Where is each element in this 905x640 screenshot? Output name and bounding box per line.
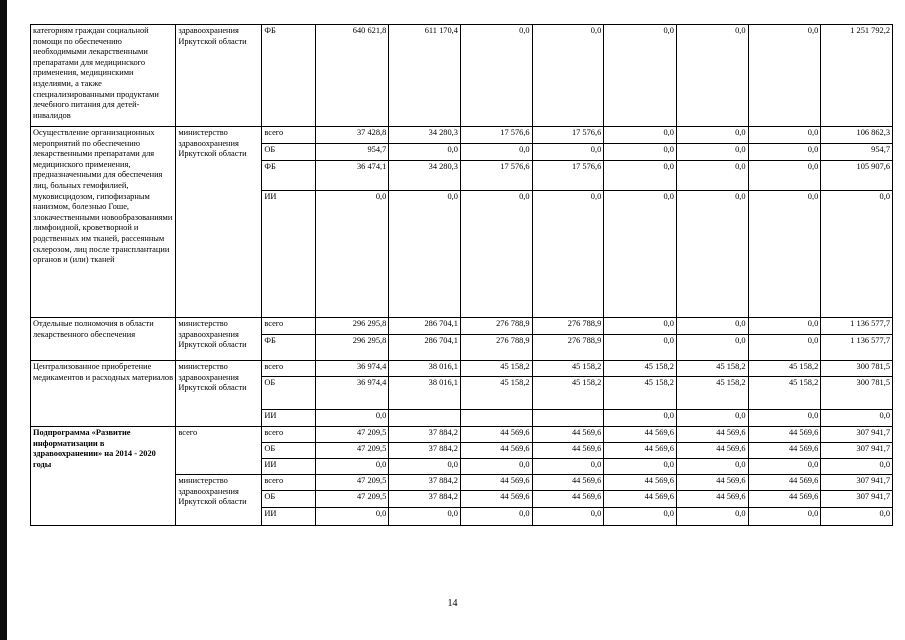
table-row <box>31 427 893 443</box>
source-cell: ОБ <box>262 491 315 508</box>
value-cell: 44 569,6 <box>604 491 677 508</box>
value-cell <box>460 410 532 427</box>
value-cell: 37 884,2 <box>389 491 461 508</box>
value-cell: 0,0 <box>748 459 821 475</box>
value-cell: 17 576,6 <box>460 127 532 144</box>
value-cell: 45 158,2 <box>748 361 821 377</box>
value-cell: 45 158,2 <box>748 377 821 410</box>
value-cell: 0,0 <box>604 161 677 191</box>
source-cell: ОБ <box>262 144 315 161</box>
value-cell: 45 158,2 <box>460 361 532 377</box>
value-cell: 37 884,2 <box>389 443 461 459</box>
value-cell: 47 209,5 <box>315 443 389 459</box>
executor-cell: министерство здравоохранения Иркутской области <box>176 318 262 361</box>
total-cell: 954,7 <box>821 144 893 161</box>
value-cell: 0,0 <box>604 191 677 318</box>
total-cell: 307 941,7 <box>821 475 893 491</box>
value-cell: 38 016,1 <box>389 377 461 410</box>
table-row <box>31 25 893 127</box>
value-cell: 44 569,6 <box>460 443 532 459</box>
value-cell: 0,0 <box>460 144 532 161</box>
source-cell: ОБ <box>262 377 315 410</box>
total-cell: 0,0 <box>821 410 893 427</box>
value-cell: 44 569,6 <box>748 443 821 459</box>
executor-cell: здравоохранения Иркутской области <box>176 25 262 127</box>
value-cell: 0,0 <box>460 508 532 526</box>
value-cell: 0,0 <box>315 191 389 318</box>
value-cell: 0,0 <box>604 459 677 475</box>
value-cell: 0,0 <box>676 144 748 161</box>
measure-name-cell: Отдельные полномочия в области лекарственного обеспечения <box>31 318 176 361</box>
value-cell: 17 576,6 <box>532 161 604 191</box>
value-cell: 0,0 <box>460 25 532 127</box>
value-cell: 0,0 <box>532 25 604 127</box>
source-cell: ФБ <box>262 335 315 361</box>
subprogram-name-cell: Подпрограмма «Развитие информатизации в здравоохранении» на 2014 - 2020 годы <box>31 427 176 526</box>
value-cell: 44 569,6 <box>604 475 677 491</box>
value-cell: 44 569,6 <box>748 491 821 508</box>
value-cell: 45 158,2 <box>676 377 748 410</box>
total-cell: 307 941,7 <box>821 491 893 508</box>
value-cell: 44 569,6 <box>676 491 748 508</box>
value-cell: 0,0 <box>389 508 461 526</box>
total-cell: 307 941,7 <box>821 443 893 459</box>
value-cell: 0,0 <box>604 144 677 161</box>
value-cell: 45 158,2 <box>676 361 748 377</box>
source-cell: ИИ <box>262 459 315 475</box>
total-cell: 300 781,5 <box>821 377 893 410</box>
page-number: 14 <box>447 598 458 609</box>
total-cell: 300 781,5 <box>821 361 893 377</box>
value-cell: 44 569,6 <box>604 427 677 443</box>
value-cell: 44 569,6 <box>532 475 604 491</box>
value-cell: 44 569,6 <box>676 475 748 491</box>
total-cell: 0,0 <box>821 459 893 475</box>
scan-edge <box>0 0 7 640</box>
value-cell: 296 295,8 <box>315 318 389 335</box>
table-row <box>31 127 893 144</box>
total-cell: 307 941,7 <box>821 427 893 443</box>
total-cell: 105 907,6 <box>821 161 893 191</box>
value-cell: 276 788,9 <box>532 318 604 335</box>
value-cell: 0,0 <box>748 144 821 161</box>
value-cell: 0,0 <box>315 508 389 526</box>
source-cell: всего <box>262 318 315 335</box>
table-row <box>31 361 893 377</box>
executor-cell: министерство здравоохранения Иркутской области <box>176 127 262 318</box>
value-cell: 0,0 <box>676 191 748 318</box>
value-cell: 17 576,6 <box>532 127 604 144</box>
value-cell: 36 474,1 <box>315 161 389 191</box>
value-cell <box>389 410 461 427</box>
value-cell: 36 974,4 <box>315 377 389 410</box>
executor-cell: министерство здравоохранения Иркутской области <box>176 361 262 427</box>
source-cell: всего <box>262 427 315 443</box>
value-cell: 954,7 <box>315 144 389 161</box>
value-cell: 0,0 <box>460 459 532 475</box>
value-cell: 45 158,2 <box>532 377 604 410</box>
value-cell: 0,0 <box>532 508 604 526</box>
value-cell: 37 428,8 <box>315 127 389 144</box>
value-cell: 0,0 <box>604 508 677 526</box>
value-cell: 47 209,5 <box>315 427 389 443</box>
value-cell: 0,0 <box>532 459 604 475</box>
total-cell: 1 251 792,2 <box>821 25 893 127</box>
source-cell: ИИ <box>262 410 315 427</box>
source-cell: всего <box>262 475 315 491</box>
value-cell: 37 884,2 <box>389 475 461 491</box>
value-cell: 0,0 <box>676 161 748 191</box>
measure-name-cell: Централизованное приобретение медикаментов и расходных материалов <box>31 361 176 427</box>
value-cell: 34 280,3 <box>389 127 461 144</box>
value-cell: 276 788,9 <box>460 335 532 361</box>
source-cell: ИИ <box>262 191 315 318</box>
measure-name-cell: категориям граждан социальной помощи по обеспечению необходимыми лекарственными препаратами для медицинского применения, медицинскими изделиями, а также специализированными продуктами лечебного питания для детей-инвалидов <box>31 25 176 127</box>
value-cell: 0,0 <box>748 318 821 335</box>
executor-cell: министерство здравоохранения Иркутской области <box>176 475 262 526</box>
total-cell: 1 136 577,7 <box>821 335 893 361</box>
value-cell: 0,0 <box>315 410 389 427</box>
source-cell: всего <box>262 361 315 377</box>
value-cell: 0,0 <box>676 459 748 475</box>
value-cell: 44 569,6 <box>460 475 532 491</box>
total-cell: 0,0 <box>821 191 893 318</box>
value-cell: 47 209,5 <box>315 491 389 508</box>
value-cell: 0,0 <box>604 127 677 144</box>
total-cell: 0,0 <box>821 508 893 526</box>
value-cell: 286 704,1 <box>389 318 461 335</box>
value-cell: 45 158,2 <box>460 377 532 410</box>
source-cell: ИИ <box>262 508 315 526</box>
value-cell: 45 158,2 <box>604 361 677 377</box>
table-row <box>31 318 893 335</box>
source-cell: ФБ <box>262 161 315 191</box>
value-cell: 0,0 <box>748 161 821 191</box>
value-cell: 44 569,6 <box>676 443 748 459</box>
value-cell: 640 621,8 <box>315 25 389 127</box>
value-cell: 44 569,6 <box>460 491 532 508</box>
value-cell: 0,0 <box>748 191 821 318</box>
value-cell: 37 884,2 <box>389 427 461 443</box>
value-cell: 0,0 <box>315 459 389 475</box>
value-cell: 17 576,6 <box>460 161 532 191</box>
budget-table <box>30 24 893 526</box>
value-cell: 44 569,6 <box>532 491 604 508</box>
source-cell: ОБ <box>262 443 315 459</box>
value-cell: 0,0 <box>748 410 821 427</box>
value-cell: 0,0 <box>389 191 461 318</box>
value-cell: 36 974,4 <box>315 361 389 377</box>
value-cell: 45 158,2 <box>604 377 677 410</box>
value-cell: 0,0 <box>748 335 821 361</box>
value-cell: 276 788,9 <box>460 318 532 335</box>
value-cell: 38 016,1 <box>389 361 461 377</box>
value-cell: 44 569,6 <box>532 427 604 443</box>
value-cell: 0,0 <box>676 127 748 144</box>
value-cell: 34 280,3 <box>389 161 461 191</box>
value-cell: 44 569,6 <box>748 475 821 491</box>
value-cell: 0,0 <box>748 127 821 144</box>
value-cell: 0,0 <box>676 318 748 335</box>
value-cell: 0,0 <box>604 410 677 427</box>
value-cell: 276 788,9 <box>532 335 604 361</box>
value-cell: 0,0 <box>604 25 677 127</box>
value-cell: 0,0 <box>389 144 461 161</box>
value-cell: 0,0 <box>748 508 821 526</box>
value-cell: 0,0 <box>532 144 604 161</box>
value-cell: 0,0 <box>748 25 821 127</box>
value-cell: 45 158,2 <box>532 361 604 377</box>
value-cell: 0,0 <box>532 191 604 318</box>
value-cell: 44 569,6 <box>604 443 677 459</box>
value-cell: 0,0 <box>604 335 677 361</box>
value-cell: 44 569,6 <box>532 443 604 459</box>
source-cell: ФБ <box>262 25 315 127</box>
value-cell: 0,0 <box>389 459 461 475</box>
value-cell: 47 209,5 <box>315 475 389 491</box>
measure-name-cell: Осуществление организационных мероприятий по обеспечению лекарственными препаратами для медицинского применения, предназначенными для обеспечения лиц, больных гемофилией, муковисцидозом, гипофизарным нанизмом, болезнью Гоше, злокачественными новообразованиями лимфоидной, кроветворной и родственных им тканей, рассеянным склерозом, лиц после трансплантации органов и (или) тканей <box>31 127 176 318</box>
value-cell: 0,0 <box>604 318 677 335</box>
value-cell: 44 569,6 <box>676 427 748 443</box>
value-cell: 0,0 <box>676 508 748 526</box>
value-cell <box>532 410 604 427</box>
value-cell: 0,0 <box>676 410 748 427</box>
value-cell: 286 704,1 <box>389 335 461 361</box>
value-cell: 0,0 <box>676 25 748 127</box>
total-cell: 106 862,3 <box>821 127 893 144</box>
source-cell: всего <box>262 127 315 144</box>
value-cell: 296 295,8 <box>315 335 389 361</box>
value-cell: 611 170,4 <box>389 25 461 127</box>
executor-cell: всего <box>176 427 262 475</box>
value-cell: 0,0 <box>460 191 532 318</box>
value-cell: 44 569,6 <box>748 427 821 443</box>
value-cell: 44 569,6 <box>460 427 532 443</box>
value-cell: 0,0 <box>676 335 748 361</box>
total-cell: 1 136 577,7 <box>821 318 893 335</box>
